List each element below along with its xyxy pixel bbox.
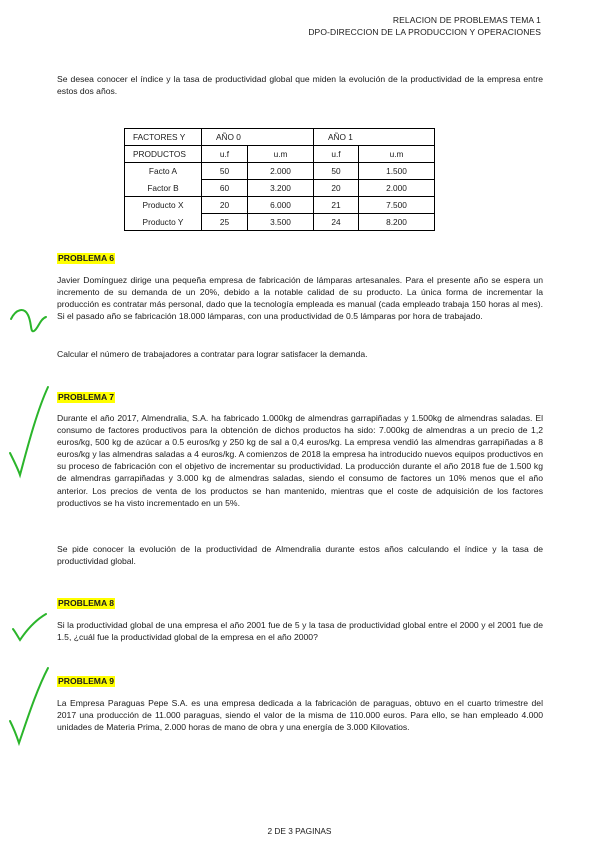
table-header-um: u.m (248, 146, 314, 163)
squiggle-mark-icon (8, 305, 50, 337)
page-header (308, 14, 541, 38)
row-label: Producto X (125, 197, 202, 214)
cell: 3.200 (248, 180, 314, 197)
header-title: RELACION DE PROBLEMAS TEMA 1 (392, 15, 541, 25)
cell: 24 (314, 214, 359, 231)
checkmark-7-icon (6, 383, 52, 479)
problem-7-text: Durante el año 2017, Almendralia, S.A. ha fabricado 1.000kg de almendras garrapiñadas y 1.500kg de almendras saladas. El consumo de factores productivos para la obtención de dichos productos ha sido: 7.000kg de almendras a un precio de 1,2 euros/kg, 500 kg de azúcar a 0.5 euros/kg y 250 kg de sal a 0,4 euros/kg. La empresa vendió las almendras garrapiñadas a 8 euros/kg y las almendras saladas a 4 euros/kg. A comienzos de 2018 la empresa ha introducido nuevos equipos productivos en su proceso de fabricación con el objetivo de incrementar su productividad. La producción durante el año 2018 fue de 1.500 kg de almendras garrapiñadas y 3.000 kg de almendras saladas, siendo el consumo de factores un 10% menos que el año anterior. Los precios de venta de los productos se han mantenido, mientras que el coste de adquisición de los factores productivos se ha visto incrementado en un 5%. (57, 413, 543, 508)
checkmark-9-icon (6, 665, 52, 747)
header-subtitle: DPO-DIRECCION DE LA PRODUCCION Y OPERACIONES (308, 27, 541, 37)
table-row (125, 214, 435, 231)
problem-9-heading: PROBLEMA 9 (58, 676, 115, 686)
cell: 2.000 (359, 180, 435, 197)
table-header-uf: u.f (314, 146, 359, 163)
cell: 50 (314, 163, 359, 180)
cell: 25 (202, 214, 248, 231)
table-header-um: u.m (359, 146, 435, 163)
cell: 20 (314, 180, 359, 197)
table-row (125, 197, 435, 214)
cell: 60 (202, 180, 248, 197)
table-header-year0: AÑO 0 (202, 129, 314, 146)
cell: 8.200 (359, 214, 435, 231)
table-header-uf: u.f (202, 146, 248, 163)
problem-9-text: La Empresa Paraguas Pepe S.A. es una empresa dedicada a la fabricación de paraguas, obtuvo en el cuarto trimestre del 2017 una producción de 11.000 paraguas, siendo el valor de la misma de 110.000 euros. Para ello, se han empleado 4.000 unidades de Materia Prima, 2.000 horas de mano de obra y una energía de 3.000 Kilovatios. (57, 698, 543, 733)
problem-6-question: Calcular el número de trabajadores a contratar para lograr satisfacer la demanda. (57, 349, 368, 359)
cell: 2.000 (248, 163, 314, 180)
problem-8-text: Si la productividad global de una empresa el año 2001 fue de 5 y la tasa de productividad global entre el 2000 y el 2001 fue de 1.5, ¿cuál fue la productividad global de la empresa en el año 2000? (57, 620, 543, 643)
problem-7-heading: PROBLEMA 7 (58, 392, 115, 402)
table-row (125, 180, 435, 197)
table-header-productos: PRODUCTOS (125, 146, 202, 163)
cell: 3.500 (248, 214, 314, 231)
cell: 20 (202, 197, 248, 214)
cell: 7.500 (359, 197, 435, 214)
row-label: Producto Y (125, 214, 202, 231)
cell: 6.000 (248, 197, 314, 214)
problem-7-question: Se pide conocer la evolución de la productividad de Almendralia durante estos años calculando el índice y la tasa de productividad global. (57, 544, 543, 567)
table-header-factores: FACTORES Y (125, 129, 202, 146)
problem-8-heading: PROBLEMA 8 (58, 598, 115, 608)
cell: 1.500 (359, 163, 435, 180)
productivity-table (124, 128, 435, 231)
problem-6-heading: PROBLEMA 6 (58, 253, 115, 263)
row-label: Factor B (125, 180, 202, 197)
checkmark-8-icon (10, 611, 50, 643)
cell: 50 (202, 163, 248, 180)
intro-paragraph: Se desea conocer el índice y la tasa de productividad global que miden la evolución de la productividad de la empresa entre estos dos años. (57, 74, 543, 97)
table-header-year1: AÑO 1 (314, 129, 435, 146)
table-row (125, 163, 435, 180)
page-footer: 2 DE 3 PAGINAS (267, 826, 332, 836)
cell: 21 (314, 197, 359, 214)
row-label: Facto A (125, 163, 202, 180)
problem-6-text: Javier Domínguez dirige una pequeña empresa de fabricación de lámparas artesanales. Para el presente año se espera un incremento de su demanda de un 20%, debido a la notable calidad de su producto. La única forma de incrementar la producción es contratar más personal, dado que la tecnología empleada es manual (cada empleado trabaja 150 horas al mes). Si el pasado año se fabricación 18.000 lámparas, con una productividad de 0.5 lámparas por hora de trabajado. (57, 275, 543, 322)
